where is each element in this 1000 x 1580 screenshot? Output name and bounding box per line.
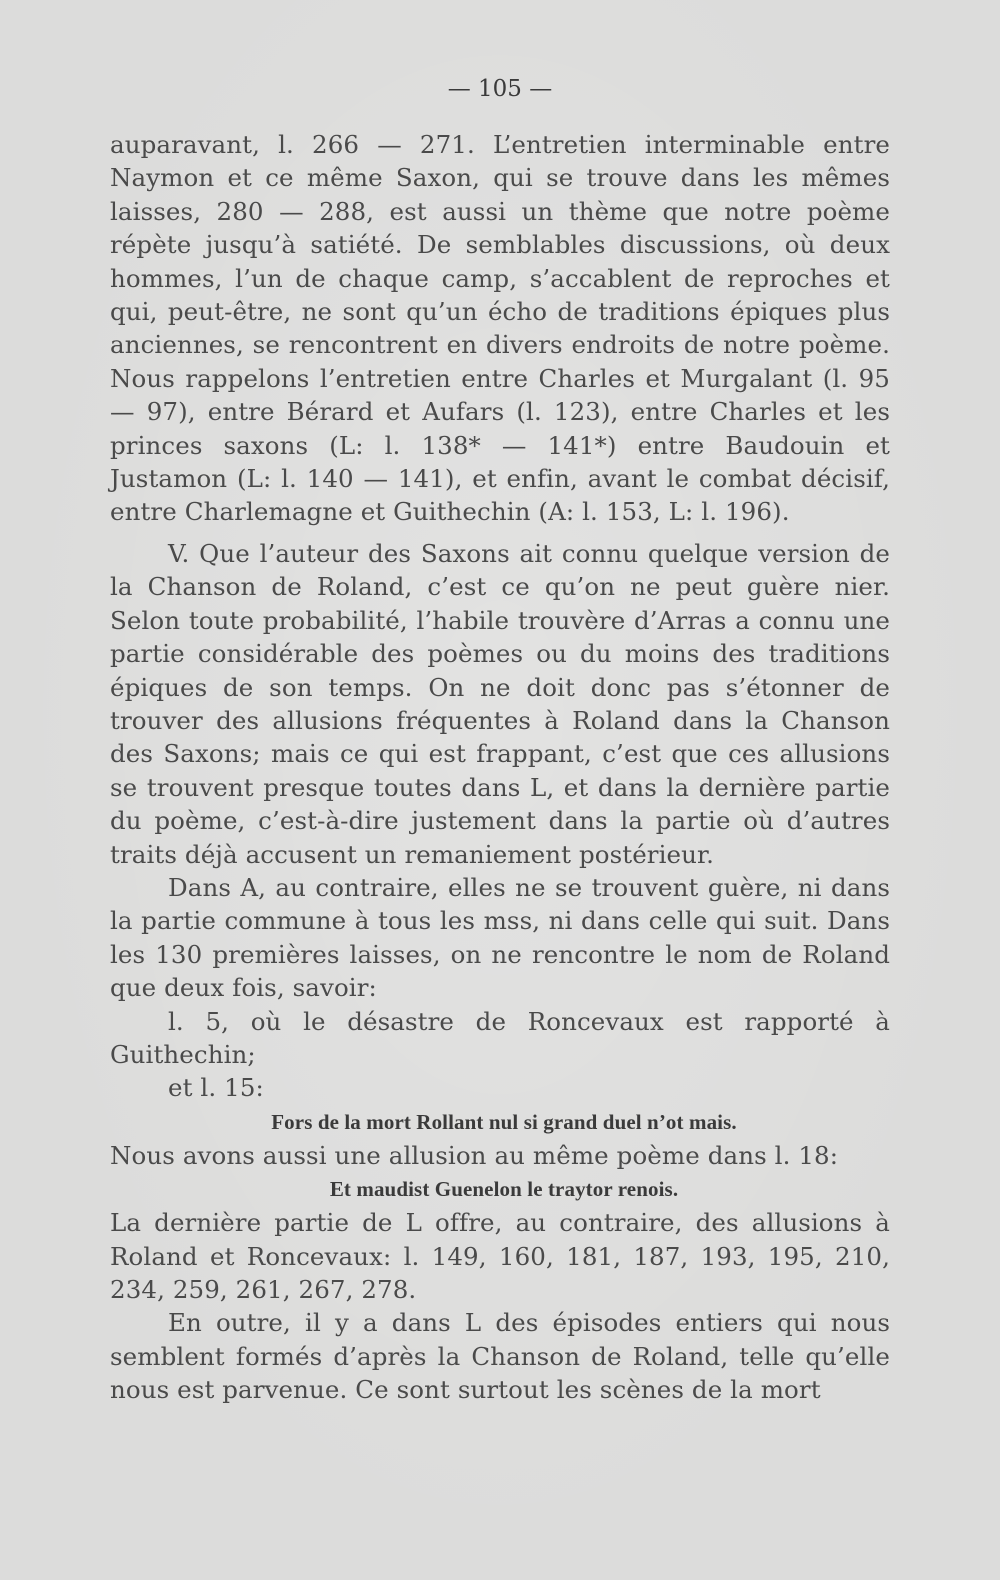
page-number: — 105 — bbox=[447, 76, 553, 102]
quote-verse-2: Et maudist Guenelon le traytor renois. bbox=[329, 1177, 679, 1202]
paragraph-2: V. Que l’auteur des Saxons ait connu quelque version de la Chanson de Roland, c’est ce qu’on ne peut guère nier. Selon toute probabilité, l’habile trouvère d’Arras a connu une partie considérable des poèmes ou du moins des traditions épiques de son temps. On ne doit donc pas s’étonner de trouver des allusions fréquentes à Roland dans la Chanson des Saxons; mais ce qui est frappant, c’est que ces allusions se trouvent presque toutes dans L, et dans la dernière partie du poème, c’est-à-dire justement dans la partie où d’autres traits déjà accusent un remaniement postérieur. bbox=[110, 538, 890, 869]
paragraph-7: La dernière partie de L offre, au contraire, des allusions à Roland et Roncevaux: l. 149, 160, 181, 187, 193, 195, 210, 234, 259, 261, 267, 278. bbox=[110, 1208, 890, 1304]
paragraph-1: auparavant, l. 266 — 271. L’entretien interminable entre Naymon et ce même Saxon, qui se trouve dans les mêmes laisses, 280 — 288, est aussi un thème que notre poème répète jusqu’à satiété. De semblables discussions, où deux hommes, l’un de chaque camp, s’accablent de reproches et qui, peut-être, ne sont qu’un écho de traditions épiques plus anciennes, se rencontrent en divers endroits de notre poème. Nous rappelons l’entretien entre Charles et Murgalant (l. 95 — 97), entre Bérard et Aufars (l. 123), entre Charles et les princes saxons (L: l. 138* — 141*) entre Baudouin et Justamon (L: l. 140 — 141), et enfin, avant le combat décisif, entre Charlemagne et Guithechin (A: l. 153, L: l. 196). bbox=[110, 130, 890, 527]
quote-verse-1: Fors de la mort Rollant nul si grand duel n’ot mais. bbox=[271, 1109, 737, 1134]
paragraph-6: Nous avons aussi une allusion au même poème dans l. 18: bbox=[110, 1140, 839, 1170]
paragraph-8: En outre, il y a dans L des épisodes entiers qui nous semblent formés d’après la Chanson de Roland, telle qu’elle nous est parvenue. Ce sont surtout les scènes de la mort bbox=[110, 1308, 890, 1405]
paragraph-5: et l. 15: bbox=[168, 1073, 264, 1103]
paragraph-3: Dans A, au contraire, elles ne se trouvent guère, ni dans la partie commune à tous les mss, ni dans celle qui suit. Dans les 130 premières laisses, on ne rencontre le nom de Roland que deux fois, savoir: bbox=[110, 872, 890, 1003]
paragraph-4: l. 5, où le désastre de Roncevaux est rapporté à Guithechin; bbox=[110, 1006, 890, 1069]
body-text bbox=[110, 128, 890, 1407]
